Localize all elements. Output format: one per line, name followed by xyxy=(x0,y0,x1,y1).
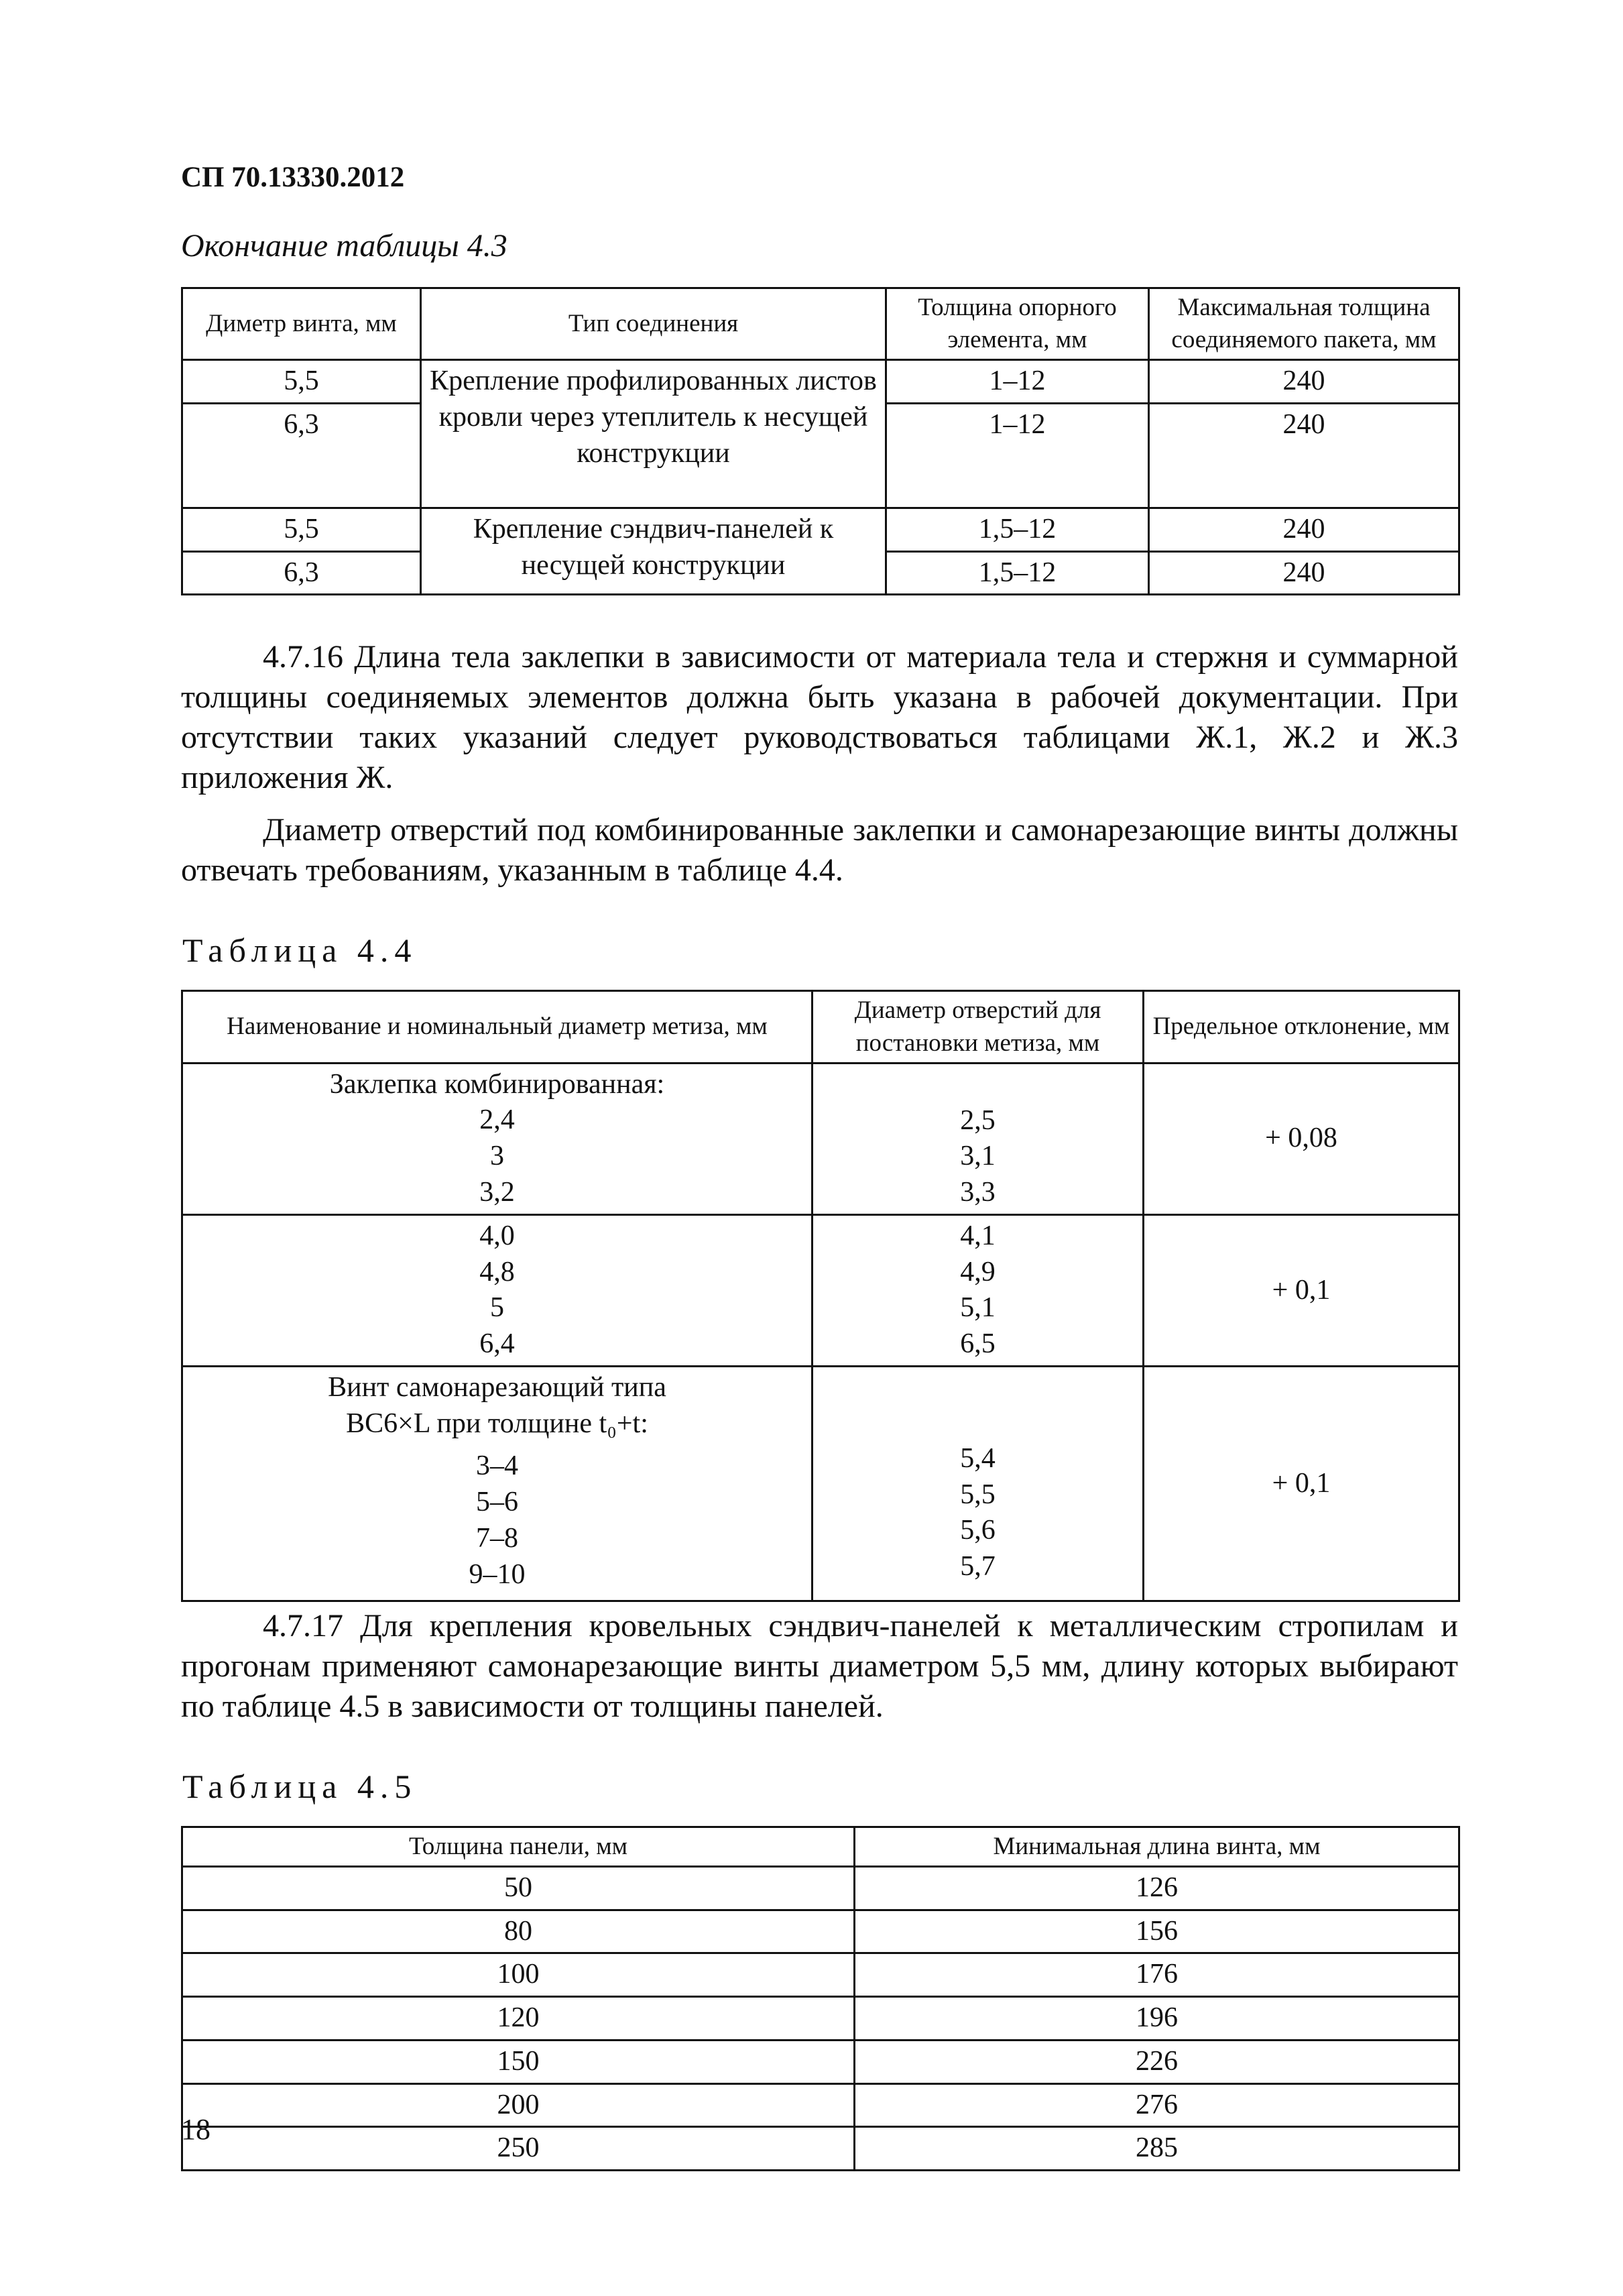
table-4-5-cell: 285 xyxy=(855,2127,1459,2171)
table-4-4-group-2-names: 4,0 4,8 5 6,4 xyxy=(182,1214,813,1366)
table-row xyxy=(182,1997,1459,2041)
table-4-5-cell: 176 xyxy=(855,1953,1459,1997)
table-4-4-group-1-names: Заклепка комбинированная: 2,4 3 3,2 xyxy=(182,1063,813,1214)
table-4-3-header-max: Максимальная толщина соединяемого пакета, мм xyxy=(1149,288,1459,360)
table-4-4-group-2-deviation: + 0,1 xyxy=(1144,1214,1459,1366)
table-row xyxy=(182,1953,1459,1997)
table-row xyxy=(182,2083,1459,2127)
table-4-3-cell: 240 xyxy=(1149,551,1459,595)
table-4-5-cell: 50 xyxy=(182,1866,855,1910)
table-4-3-connection-type: Крепление сэндвич-панелей к несущей конструкции xyxy=(421,508,886,595)
table-4-5-cell: 100 xyxy=(182,1953,855,1997)
table-4-3-cell: 6,3 xyxy=(182,551,421,595)
table-4-5-cell: 120 xyxy=(182,1997,855,2041)
table-4-4-group-1-deviation: + 0,08 xyxy=(1144,1063,1459,1214)
table-4-3-cell: 1–12 xyxy=(886,403,1149,508)
paragraph-hole-diameter: Диаметр отверстий под комбинированные заклепки и самонарезающие винты должны отвечать требованиям, указанным в таблице 4.4. xyxy=(181,812,1458,888)
table-4-5-cell: 126 xyxy=(855,1866,1459,1910)
table-4-5-cell: 156 xyxy=(855,1910,1459,1953)
table-4-3-caption: Окончание таблицы 4.3 xyxy=(181,228,507,264)
table-4-4-header-hole: Диаметр отверстий для постановки метиза, мм xyxy=(813,991,1144,1063)
table-4-5-cell: 196 xyxy=(855,1997,1459,2041)
table-4-5-cell: 226 xyxy=(855,2040,1459,2083)
document-page xyxy=(181,148,1458,2171)
table-row xyxy=(182,1866,1459,1910)
table-4-3-header-diameter: Диметр винта, мм xyxy=(182,288,421,360)
table-4-3-cell: 240 xyxy=(1149,508,1459,551)
table-4-4-group-3-names: Винт самонарезающий типа ВС6×L при толщине t₀+t: 3–4 5–6 7–8 9–10 xyxy=(182,1366,813,1601)
table-4-4-header-name: Наименование и номинальный диаметр метиза, мм xyxy=(182,991,813,1063)
document-code: СП 70.13330.2012 xyxy=(181,162,405,193)
paragraph-4-7-16: 4.7.16 Длина тела заклепки в зависимости от материала тела и стержня и суммарной толщины соединяемых элементов должна быть указана в рабочей документации. При отсутствии таких указаний следует руководствоваться таблицами Ж.1, Ж.2 и Ж.3 приложения Ж. xyxy=(181,639,1458,796)
table-4-3-header-thickness: Толщина опорного элемента, мм xyxy=(886,288,1149,360)
table-4-4-header-deviation: Предельное отклонение, мм xyxy=(1144,991,1459,1063)
table-4-3-cell: 5,5 xyxy=(182,508,421,551)
table-4-3-connection-type: Крепление профилированных листов кровли через утеплитель к несущей конструкции xyxy=(421,360,886,508)
table-4-3-header-type: Тип соединения xyxy=(421,288,886,360)
paragraph-4-7-17: 4.7.17 Для крепления кровельных сэндвич-панелей к металлическим стропилам и прогонам применяют самонарезающие винты диаметром 5,5 мм, длину которых выбирают по таблице 4.5 в зависимости от толщины панелей. xyxy=(181,1607,1458,1724)
page-number: 18 xyxy=(181,2113,211,2146)
table-4-3-cell: 1,5–12 xyxy=(886,551,1149,595)
table-4-3-cell: 1–12 xyxy=(886,360,1149,404)
table-4-5-header-thickness: Толщина панели, мм xyxy=(182,1827,855,1866)
table-4-3-cell: 1,5–12 xyxy=(886,508,1149,551)
table-4-5-header-length: Минимальная длина винта, мм xyxy=(855,1827,1459,1866)
table-4-4-group-3-deviation: + 0,1 xyxy=(1144,1366,1459,1601)
table-4-5-cell: 80 xyxy=(182,1910,855,1953)
table-4-4 xyxy=(181,990,1460,1601)
table-4-3-cell: 240 xyxy=(1149,360,1459,404)
table-4-4-group-3-holes: 5,4 5,5 5,6 5,7 xyxy=(813,1366,1144,1601)
table-4-4-group-2-holes: 4,1 4,9 5,1 6,5 xyxy=(813,1214,1144,1366)
table-row xyxy=(182,2040,1459,2083)
table-4-5-label: Таблица 4.5 xyxy=(182,1767,418,1805)
table-4-5-cell: 150 xyxy=(182,2040,855,2083)
table-4-5-cell: 200 xyxy=(182,2083,855,2127)
table-row xyxy=(182,2127,1459,2171)
table-4-3 xyxy=(181,287,1460,595)
table-4-3-cell: 5,5 xyxy=(182,360,421,404)
table-row xyxy=(182,1910,1459,1953)
table-4-5-cell: 276 xyxy=(855,2083,1459,2127)
table-4-5-cell: 250 xyxy=(182,2127,855,2171)
table-4-3-cell: 240 xyxy=(1149,403,1459,508)
table-4-4-group-1-holes: 2,5 3,1 3,3 xyxy=(813,1063,1144,1214)
table-4-5 xyxy=(181,1826,1460,2171)
table-4-4-label: Таблица 4.4 xyxy=(182,931,418,970)
table-4-3-cell: 6,3 xyxy=(182,403,421,508)
